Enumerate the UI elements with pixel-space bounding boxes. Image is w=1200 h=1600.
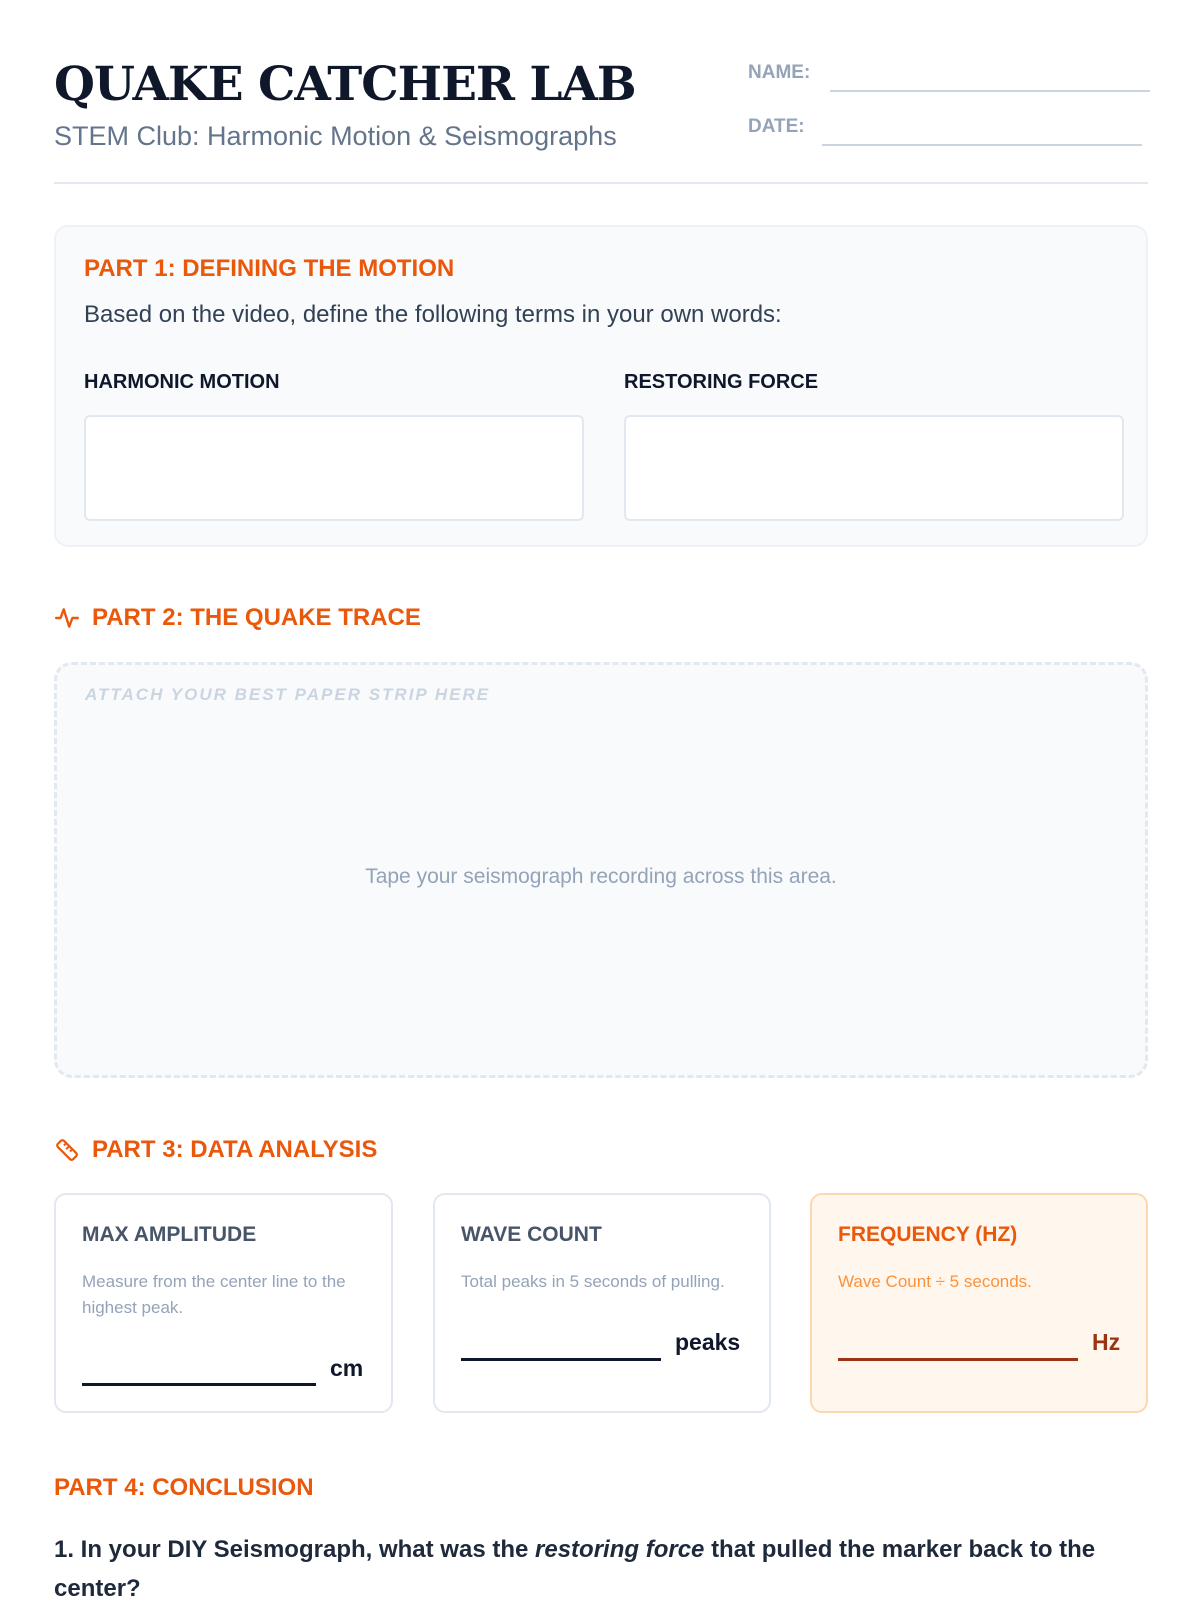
card-description: Total peaks in 5 seconds of pulling. (461, 1272, 725, 1291)
unit-label: peaks (675, 1329, 741, 1355)
question-emphasis: restoring force (535, 1536, 705, 1563)
part1-title: PART 1: DEFINING THE MOTION (84, 255, 455, 282)
conclusion-question-1 (54, 1530, 1148, 1600)
restoring-force-answer-box[interactable] (624, 415, 1124, 521)
name-label: NAME: (748, 62, 811, 83)
part4-title: PART 4: CONCLUSION (54, 1474, 314, 1501)
max-amplitude-card (54, 1193, 393, 1413)
part3-title: PART 3: DATA ANALYSIS (92, 1136, 378, 1163)
page-subtitle: STEM Club: Harmonic Motion & Seismographs (54, 121, 617, 151)
attach-label: ATTACH YOUR BEST PAPER STRIP HERE (85, 685, 491, 704)
card-title: MAX AMPLITUDE (82, 1223, 257, 1246)
worksheet-header (54, 58, 1148, 184)
part2-heading (54, 604, 421, 632)
trace-attach-area[interactable] (54, 662, 1148, 1078)
card-description: Measure from the center line to the highest peak. (82, 1272, 346, 1317)
activity-icon (54, 605, 80, 631)
term-label-restoring-force: RESTORING FORCE (624, 371, 819, 393)
part1-lead: Based on the video, define the following terms in your own words: (84, 301, 782, 328)
frequency-answer-line[interactable] (838, 1358, 1078, 1361)
part1-panel (54, 225, 1148, 547)
card-title: FREQUENCY (HZ) (838, 1223, 1018, 1246)
question-suffix: that pulled the marker back to the center? (54, 1536, 1096, 1600)
unit-label: cm (330, 1355, 364, 1381)
frequency-card (810, 1193, 1148, 1413)
wave-count-card (433, 1193, 771, 1413)
page-title: QUAKE CATCHER LAB (54, 57, 636, 112)
ruler-icon (54, 1137, 80, 1163)
card-title: WAVE COUNT (461, 1223, 602, 1246)
amplitude-answer-line[interactable] (82, 1383, 316, 1386)
term-label-harmonic-motion: HARMONIC MOTION (84, 371, 280, 393)
part3-heading (54, 1136, 377, 1164)
tape-instructions: Tape your seismograph recording across this area. (365, 865, 837, 888)
date-label: DATE: (748, 116, 805, 137)
wave-count-answer-line[interactable] (461, 1358, 661, 1361)
question-prefix: 1. In your DIY Seismograph, what was the (54, 1536, 529, 1563)
name-field[interactable] (830, 90, 1150, 92)
card-description: Wave Count ÷ 5 seconds. (838, 1272, 1032, 1291)
part2-title: PART 2: THE QUAKE TRACE (92, 604, 421, 631)
harmonic-motion-answer-box[interactable] (84, 415, 584, 521)
date-field[interactable] (822, 144, 1142, 146)
unit-label: Hz (1092, 1329, 1121, 1355)
